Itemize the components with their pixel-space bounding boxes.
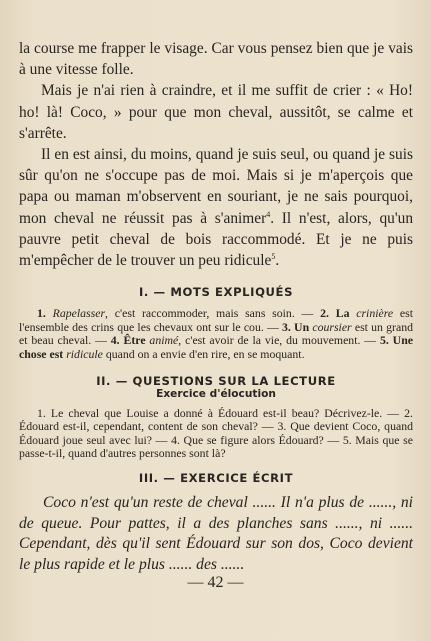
paragraph-2: Mais je n'ai rien à craindre, et il me suffit de crier : « Ho! ho! là! Coco, » pour que mon cheval, aussitôt, se calme et s'arrête. [19,82,413,142]
footnote-marker-4: 4 [266,209,271,219]
story-text [19,38,413,271]
section-subtitle-elocution: Exercice d'élocution [156,387,276,400]
paragraph-1: la course me frapper le visage. Car vous pensez bien que je vais à une vitesse folle. [19,40,413,79]
section-title-questions: II. — QUESTIONS SUR LA LECTURE [96,373,336,388]
word-definitions: 1. Rapelasser, c'est raccommoder, mais sans soin. — 2. La crinière est l'ensemble des crins que les chevaux ont sur le cou. — 3. Un coursier est un grand et beau cheval. — 4. Être animé, c'est avoir de la vie, du mouvement. — 5. Une chose est ridicule quand on a envie d'en rire, en se moquant. [19,306,414,362]
footnote-marker-5: 5 [271,252,276,262]
paragraph-3: Il en est ainsi, du moins, quand je suis seul, ou quand je suis sûr qu'on ne s'occupe pas de moi. Mais si je m'aperçois que papa ou maman m'observent en souriant, je ne sais pourquoi, mon cheval ne réussit pas à s'animer$^4$. Il n'est, alors, qu'un pauvre petit cheval de bois raccommodé. Et je ne puis m'empêcher de le trouver un peu ridicule$^5$. [19,146,414,270]
page-number: — 42 — [187,574,244,591]
section-title-exercice-ecrit: III. — EXERCICE ÉCRIT [138,470,294,485]
reading-questions: 1. Le cheval que Louise a donné à Édouard est-il beau? Décrivez-le. — 2. Édouard est-il, cependant, content de son cheval? — 3. Que devient Coco, quand Édouard joue seul avec lui? — 4. Que se figure alors Édouard? — 5. Mais que se passe-t-il, quand d'autres personnes sont là? [19,405,413,461]
written-exercise: Coco n'est qu'un reste de cheval ...... Il n'a plus de ......, ni de queue. Pour pattes, il a des planches sans ......, ni ...... Cependant, dès qu'il sent Édouard sur son dos, Coco devient le plus rapide et le plus ...... des ...... [19,493,413,573]
section-title-mots-expliques: I. — MOTS EXPLIQUÉS [138,285,294,300]
